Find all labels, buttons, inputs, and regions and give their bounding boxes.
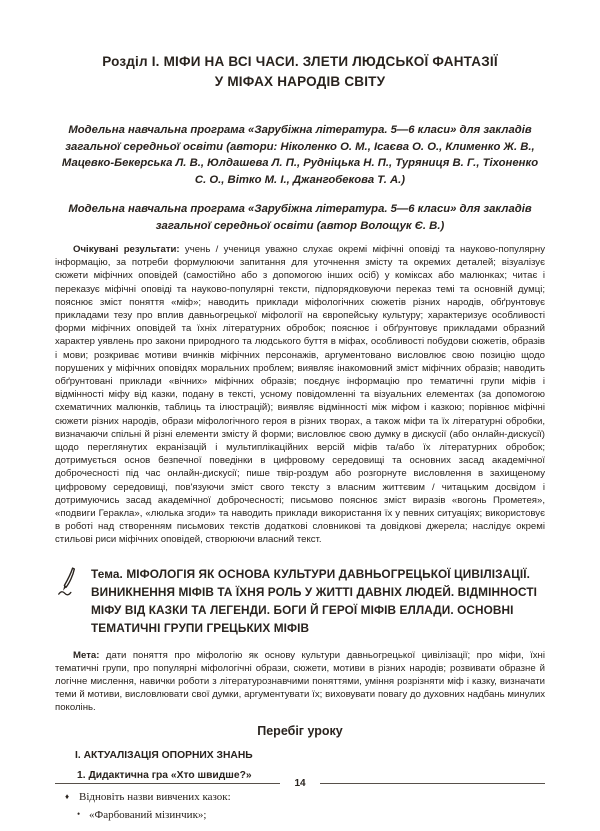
lesson-goal-label: Мета: bbox=[73, 649, 100, 661]
program-reference-1: Модельна навчальна програма «Зарубіжна література. 5—6 класи» для закладів загальної середньої освіти (автори: Ніколенко О. М., Ісаєва О. О., Клименко Ж. В., Мацевко-Бекерська Л. В., Юлдашева Л. П., Рудніцька Н. П., Туряниця В. Г., Тіхоненко С. О., Вітко М. І., Джангобекова Т. А.) bbox=[61, 124, 539, 186]
footer-rule-right bbox=[320, 783, 545, 784]
lesson-topic-label: Тема. bbox=[91, 566, 123, 581]
expected-results-paragraph bbox=[55, 243, 545, 547]
lesson-goal-paragraph bbox=[55, 649, 545, 715]
lesson-topic bbox=[57, 565, 545, 637]
lesson-topic-text bbox=[91, 565, 545, 637]
task-item-fairy-tale-text: «Фарбований мізинчик»; bbox=[89, 808, 207, 821]
section-heading-actualization: І. АКТУАЛІЗАЦІЯ ОПОРНИХ ЗНАНЬ bbox=[75, 749, 253, 761]
lesson-goal-text: дати поняття про міфологію як основу культури давньогрецької цивілізації; про міфи, їхні тематичні групи, про популярні міфологічні образи, сюжети, мотиви в різних народів; розвивати образне й логічне мислення, навички роботи з літературознавчими поняттями, уміння розрізняти міф і казку, визначати теми й мотиви, висловлювати свої думки, аргументувати їх; виховувати повагу до духовних надбань минулих поколінь. bbox=[55, 649, 545, 714]
page-footer bbox=[55, 778, 545, 789]
task-restore-titles-text: Відновіть назви вивчених казок: bbox=[79, 790, 231, 803]
dot-bullet-icon: • bbox=[77, 808, 81, 819]
expected-results-text: учень / учениця уважно слухає окремі міфічні оповіді та науково-популярну інформацію, за потреби формулюючи запитання для уточнення змісту та окремих деталей; візуалізує сюжети міфічних оповідей (самостійно або з допомогою інших осіб) у коміксах або малюнках; читає і переказує міфічні оповіді та науково-популярні тексти, підпорядковуючи переказ темі та основній думці; пояснює зміст поняття «міф»; наводить приклади міфологічних сюжетів різних народів, обґрунтовує прикладами тезу про вплив давньогрецької міфології на європейську культуру; характеризує особливості форми міфічних оповідей та їхніх літературних обробок; пояснює і обґрунтовує прикладами образний характер уявлень про закони природного та людського буття в міфах, особливості побудови сюжетів, образів і мови; розкриває мотиви вчинків міфічних персонажів, аргументовано висловлює свою позицію щодо порушених у міфічних оповідях моральних проблем; виявляє інакомовний зміст міфічних образів; наводить обґрунтовані приклади «вічних» міфічних образів; поєднує інформацію про тематичні групи міфів і відмінності міфу від казки, подану в тексті, усному повідомленні та візуальних елементах (за допомогою схематичних малюнків, таблиць та ілюстрацій); виявляє відмінності між міфом і казкою; порівнює міфічні сюжети різних народів, образи міфологічного героя в різних творах, а також міфи та їх літературні обробки, визначаючи спільні й різні елементи змісту й форми; висловлює свою думку в дискусії (або онлайн-дискусії) щодо переглянутих екранізацій і мультиплікаційних версій міфів та/або їх літературних обробок; дотримується основ безпечної поведінки в цифровому середовищі та основних засад академічної доброчесності під час онлайн-дискусії; пише твір-роздум або розгорнуте висловлення в захищеному цифровому середовищі, пов'язуючи зміст свого тексту з власним життєвим / читацьким досвідом і дотримуючись засад академічної доброчесності; письмово пояснює зміст виразів «вогонь Прометея», «подвиги Геракла», «люлька згоди» та наводить приклади використання їх у певних ситуаціях; використовує в роботі над створенням письмових текстів додаткові словникові та довідкові джерела; наслідує окремі стильові риси міфічних оповідей, створюючи власний текст. bbox=[55, 244, 545, 546]
page-number: 14 bbox=[294, 778, 306, 789]
expected-results-label: Очікувані результати: bbox=[73, 244, 180, 255]
footer-rule-left bbox=[55, 783, 280, 784]
lesson-topic-title: МІФОЛОГІЯ ЯК ОСНОВА КУЛЬТУРИ ДАВНЬОГРЕЦЬКОЇ ЦИВІЛІЗАЦІЇ. ВИНИКНЕННЯ МІФІВ ТА ЇХНЯ РОЛЬ У ЖИТТІ ДАВНІХ ЛЮДЕЙ. ВІДМІННОСТІ МІФУ ВІД КАЗКИ ТА ЛЕГЕНДИ. БОГИ Й ГЕРОЇ МІФІВ ЕЛЛАДИ. ОСНОВНІ ТЕМАТИЧНІ ГРУПИ ГРЕЦЬКИХ МІФІВ bbox=[91, 566, 538, 635]
activity-heading-game: 1. Дидактична гра «Хто швидше?» bbox=[77, 769, 252, 781]
task-item-fairy-tale bbox=[77, 807, 545, 823]
pen-icon bbox=[57, 565, 91, 603]
chapter-title-line2: У МІФАХ НАРОДІВ СВІТУ bbox=[214, 74, 386, 89]
program-reference-2: Модельна навчальна програма «Зарубіжна література. 5—6 класи» для закладів загальної середньої освіти (автор Волощук Є. В.) bbox=[68, 203, 532, 232]
chapter-title-line1: Розділ І. МІФИ НА ВСІ ЧАСИ. ЗЛЕТИ ЛЮДСЬКОЇ ФАНТАЗІЇ bbox=[102, 54, 498, 69]
diamond-bullet-icon: ♦ bbox=[65, 791, 70, 801]
lesson-flow-heading: Перебіг уроку bbox=[257, 723, 343, 738]
task-restore-titles bbox=[65, 789, 545, 805]
chapter-title bbox=[55, 52, 545, 92]
